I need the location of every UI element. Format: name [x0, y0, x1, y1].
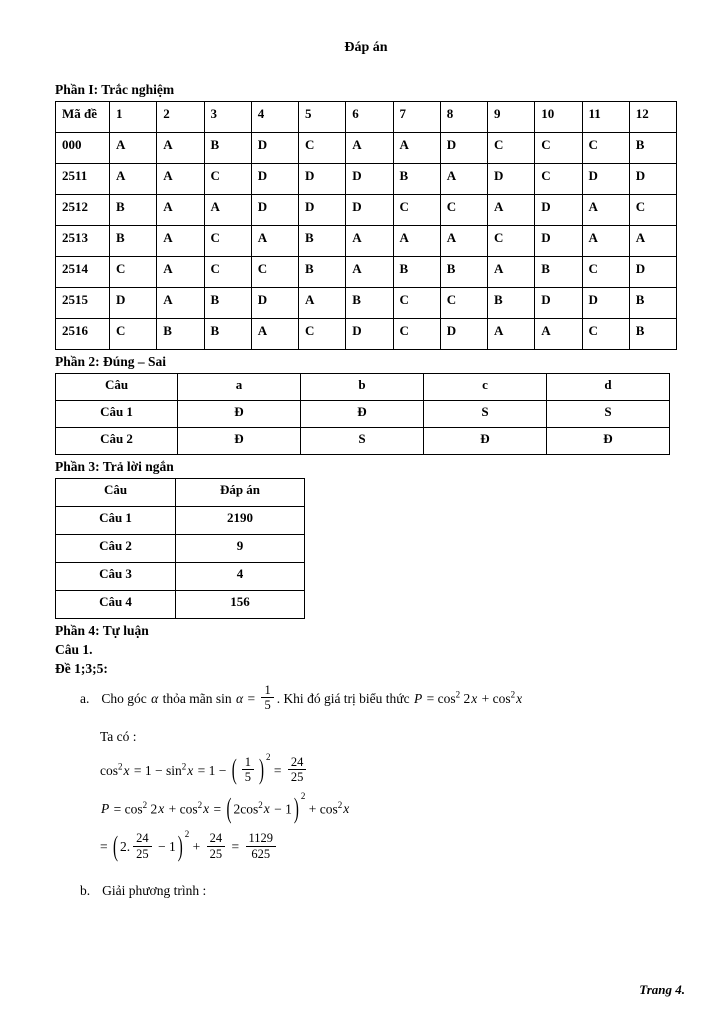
math-fraction [207, 831, 226, 861]
math-text: 2 [147, 801, 158, 816]
cell: A [488, 319, 535, 350]
header-cell: 1 [110, 102, 157, 133]
fraction-numerator: 1 [242, 755, 254, 770]
cell: C [204, 257, 251, 288]
math-superscript: 2 [510, 689, 516, 700]
cell: D [346, 319, 393, 350]
header-cell: Câu [56, 374, 178, 401]
cell: B [204, 319, 251, 350]
math-text: thỏa mãn sin [159, 690, 235, 706]
math-variable: x [187, 762, 194, 778]
header-cell: 5 [299, 102, 346, 133]
math-text: . Khi đó giá trị biểu thức [276, 690, 413, 706]
header-cell: c [424, 374, 547, 401]
part1-heading: Phần I: Trắc nghiệm [55, 82, 175, 97]
math-text: 2. [120, 839, 131, 855]
equation-3 [100, 828, 677, 863]
table-row [56, 164, 677, 195]
table-row [56, 428, 670, 455]
cell: Đ [424, 428, 547, 455]
cell: A [393, 226, 440, 257]
cell: C [488, 133, 535, 164]
math-text: + cos [305, 801, 338, 816]
part4-heading: Phần 4: Tự luận [55, 623, 149, 638]
cell: D [251, 133, 298, 164]
cell: 2515 [56, 288, 110, 319]
cell: C [299, 133, 346, 164]
cell: A [393, 133, 440, 164]
equation-2 [100, 790, 677, 825]
math-fraction [261, 683, 273, 713]
cell: D [346, 195, 393, 226]
math-text: = cos [423, 690, 456, 706]
cell: Câu 2 [56, 428, 178, 455]
cell: C [535, 164, 582, 195]
cell: A [582, 195, 629, 226]
cell: C [440, 288, 487, 319]
cell: B [204, 133, 251, 164]
header-cell: 7 [393, 102, 440, 133]
math-text: − 1 [154, 839, 176, 855]
math-paren: ) [177, 832, 183, 863]
math-superscript: 2 [184, 828, 190, 839]
table-row [56, 288, 677, 319]
cell: D [488, 164, 535, 195]
cell: D [251, 288, 298, 319]
cell: B [110, 195, 157, 226]
cell: Đ [178, 401, 301, 428]
fraction-denominator: 5 [244, 770, 251, 785]
equation-1 [100, 752, 677, 787]
header-cell: 10 [535, 102, 582, 133]
math-paren: ) [293, 794, 299, 825]
cell: A [582, 226, 629, 257]
cell: C [393, 288, 440, 319]
header-cell: Câu [56, 479, 176, 507]
fraction-denominator: 25 [209, 846, 223, 861]
cell: C [204, 164, 251, 195]
cell: D [440, 133, 487, 164]
header-cell: 9 [488, 102, 535, 133]
table-row [56, 257, 677, 288]
table-row [56, 535, 305, 563]
cell: D [299, 164, 346, 195]
cell: D [582, 288, 629, 319]
item-b-label: b. [80, 882, 91, 898]
cell: D [346, 164, 393, 195]
part3-short-answer-table [55, 478, 305, 619]
math-variable: x [263, 801, 270, 816]
fraction-denominator: 625 [251, 846, 271, 861]
math-variable: x [516, 690, 523, 706]
cell: A [110, 164, 157, 195]
math-superscript: 2 [258, 799, 263, 810]
cell: 2190 [176, 507, 305, 535]
math-text: = 1 − sin [130, 762, 182, 778]
part2-heading: Phần 2: Đúng – Sai [55, 354, 167, 369]
ta-co-label: Ta có : [100, 728, 137, 744]
math-superscript: 2 [337, 799, 343, 810]
cell: 2511 [56, 164, 110, 195]
header-cell: Mã đề [56, 102, 110, 133]
math-text: + [189, 839, 204, 855]
cell: C [582, 133, 629, 164]
math-variable: x [158, 801, 165, 816]
math-text: = [270, 762, 285, 778]
cell: S [301, 428, 424, 455]
cell: C [629, 195, 676, 226]
math-text: = [244, 690, 259, 706]
math-variable: x [343, 801, 350, 816]
part2-true-false-table [55, 373, 670, 455]
part3-heading: Phần 3: Trả lời ngắn [55, 459, 174, 474]
table-row [56, 401, 670, 428]
cell: C [110, 257, 157, 288]
cell: B [157, 319, 204, 350]
math-text: − 1 [270, 801, 292, 816]
cell: Câu 2 [56, 535, 176, 563]
math-variable: x [203, 801, 210, 816]
cell: A [535, 319, 582, 350]
cell: B [393, 164, 440, 195]
cell: C [299, 319, 346, 350]
cell: D [110, 288, 157, 319]
question-1-label: Câu 1. [55, 642, 93, 657]
cell: A [346, 257, 393, 288]
fraction-denominator: 25 [290, 770, 304, 785]
cell: D [251, 164, 298, 195]
cell: 000 [56, 133, 110, 164]
cell: D [535, 288, 582, 319]
cell: C [110, 319, 157, 350]
header-cell: Đáp án [176, 479, 305, 507]
item-a-statement [101, 683, 523, 713]
cell: C [582, 319, 629, 350]
math-text: = [228, 839, 243, 855]
cell: B [393, 257, 440, 288]
fraction-numerator: 24 [133, 831, 152, 846]
table-row [56, 563, 305, 591]
cell: A [157, 195, 204, 226]
cell: 2512 [56, 195, 110, 226]
cell: B [535, 257, 582, 288]
cell: 2516 [56, 319, 110, 350]
math-fraction [246, 831, 277, 861]
math-paren: ( [231, 755, 237, 787]
math-superscript: 2 [300, 790, 306, 801]
cell: A [346, 133, 393, 164]
math-fraction [133, 831, 152, 861]
cell: B [204, 288, 251, 319]
cell: D [535, 195, 582, 226]
cell: C [535, 133, 582, 164]
cell: C [488, 226, 535, 257]
table-row [56, 591, 305, 619]
cell: D [440, 319, 487, 350]
cell: S [547, 401, 670, 428]
cell: B [110, 226, 157, 257]
cell: B [346, 288, 393, 319]
cell: 2514 [56, 257, 110, 288]
cell: A [157, 257, 204, 288]
cell: B [299, 226, 346, 257]
table-header-row [56, 374, 670, 401]
cell: C [440, 195, 487, 226]
cell: A [440, 226, 487, 257]
math-variable: α [151, 690, 159, 706]
cell: 156 [176, 591, 305, 619]
table-row [56, 226, 677, 257]
cell: A [299, 288, 346, 319]
cell: D [299, 195, 346, 226]
math-text: + cos [165, 801, 198, 816]
item-b [80, 883, 677, 899]
item-b-text: Giải phương trình : [102, 882, 207, 898]
math-text: Cho góc [101, 690, 151, 706]
header-cell: a [178, 374, 301, 401]
header-cell: 2 [157, 102, 204, 133]
cell: 4 [176, 563, 305, 591]
cell: A [488, 257, 535, 288]
fraction-numerator: 1129 [246, 831, 277, 846]
math-text: 2cos [233, 801, 259, 816]
cell: C [393, 195, 440, 226]
cell: A [346, 226, 393, 257]
math-fraction [288, 755, 307, 785]
cell: 9 [176, 535, 305, 563]
math-variable: x [123, 762, 130, 778]
page-number: Trang 4. [639, 982, 685, 997]
math-variable: x [471, 690, 478, 706]
math-fraction [242, 755, 254, 785]
cell: A [157, 288, 204, 319]
cell: C [582, 257, 629, 288]
cell: A [629, 226, 676, 257]
header-cell: 4 [251, 102, 298, 133]
cell: A [488, 195, 535, 226]
math-variable: α [235, 690, 244, 706]
table-row [56, 319, 677, 350]
part1-answer-table [55, 101, 677, 350]
math-superscript: 2 [455, 689, 461, 700]
cell: C [251, 257, 298, 288]
table-row [56, 133, 677, 164]
cell: Đ [178, 428, 301, 455]
header-cell: 11 [582, 102, 629, 133]
cell: A [251, 226, 298, 257]
cell: Câu 1 [56, 507, 176, 535]
fraction-numerator: 1 [261, 683, 273, 698]
fraction-numerator: 24 [207, 831, 226, 846]
cell: Câu 1 [56, 401, 178, 428]
header-cell: 6 [346, 102, 393, 133]
cell: A [110, 133, 157, 164]
cell: D [251, 195, 298, 226]
fraction-numerator: 24 [288, 755, 307, 770]
cell: D [582, 164, 629, 195]
cell: C [393, 319, 440, 350]
math-superscript: 2 [197, 799, 203, 810]
cell: Đ [301, 401, 424, 428]
cell: Câu 4 [56, 591, 176, 619]
document-title: Đáp án [344, 40, 388, 55]
cell: B [488, 288, 535, 319]
cell: B [440, 257, 487, 288]
math-text: cos [100, 762, 118, 778]
math-variable: P [101, 801, 110, 816]
table-header-row [56, 102, 677, 133]
cell: D [629, 164, 676, 195]
math-superscript: 2 [118, 761, 123, 772]
fraction-denominator: 25 [136, 846, 149, 861]
cell: A [204, 195, 251, 226]
header-cell: 8 [440, 102, 487, 133]
cell: C [204, 226, 251, 257]
math-superscript: 2 [265, 752, 271, 763]
cell: B [629, 133, 676, 164]
math-paren: ( [113, 832, 118, 863]
header-cell: b [301, 374, 424, 401]
math-variable: P [413, 690, 423, 706]
math-text: + cos [478, 690, 511, 706]
header-cell: d [547, 374, 670, 401]
math-text: = [210, 801, 225, 816]
math-paren: ) [258, 755, 264, 787]
cell: A [157, 226, 204, 257]
cell: A [251, 319, 298, 350]
math-superscript: 2 [181, 761, 187, 772]
cell: Câu 3 [56, 563, 176, 591]
cell: D [535, 226, 582, 257]
math-text: 2 [460, 690, 471, 706]
table-row [56, 195, 677, 226]
math-text: = cos [110, 801, 143, 816]
cell: S [424, 401, 547, 428]
cell: A [157, 133, 204, 164]
math-paren: ( [226, 794, 232, 825]
math-superscript: 2 [142, 799, 148, 810]
cell: B [629, 319, 676, 350]
cell: D [629, 257, 676, 288]
math-text: = 1 − [194, 762, 230, 778]
cell: Đ [547, 428, 670, 455]
table-header-row [56, 479, 305, 507]
math-text: = [100, 839, 111, 855]
item-a [80, 685, 677, 715]
header-cell: 3 [204, 102, 251, 133]
cell: 2513 [56, 226, 110, 257]
cell: B [299, 257, 346, 288]
cell: B [629, 288, 676, 319]
exam-set-label: Đề 1;3;5: [55, 661, 108, 676]
fraction-denominator: 5 [264, 698, 271, 713]
item-a-label: a. [80, 690, 90, 706]
cell: A [157, 164, 204, 195]
cell: A [440, 164, 487, 195]
header-cell: 12 [629, 102, 676, 133]
table-row [56, 507, 305, 535]
